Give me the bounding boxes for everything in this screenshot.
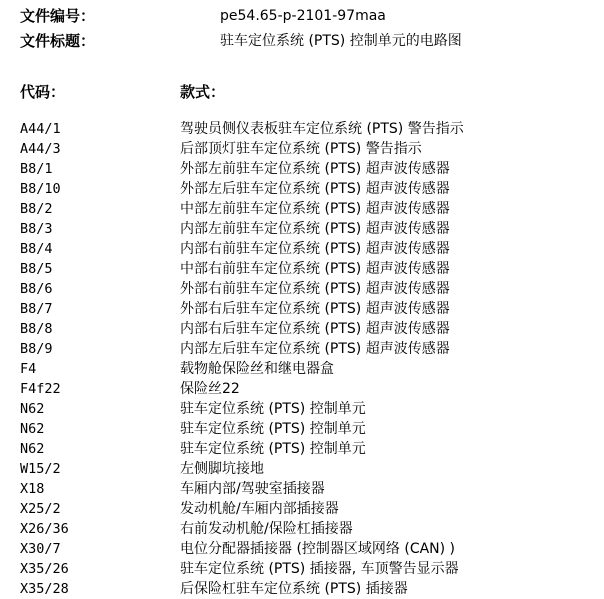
list-item xyxy=(0,119,604,139)
component-description: 保险丝22 xyxy=(180,381,240,397)
component-description: 驻车定位系统 (PTS) 控制单元 xyxy=(180,421,366,437)
list-item xyxy=(0,459,604,479)
component-description: 内部右前驻车定位系统 (PTS) 超声波传感器 xyxy=(180,241,450,257)
doc-title-value: 驻车定位系统 (PTS) 控制单元的电路图 xyxy=(220,33,462,49)
component-description: 驾驶员侧仪表板驻车定位系统 (PTS) 警告指示 xyxy=(180,121,464,137)
component-code: B8/9 xyxy=(20,341,53,357)
component-description: 驻车定位系统 (PTS) 控制单元 xyxy=(180,401,366,417)
component-description: 右前发动机舱/保险杠插接器 xyxy=(180,521,353,537)
component-code: N62 xyxy=(20,441,45,457)
list-item xyxy=(0,379,604,399)
component-description: 内部左后驻车定位系统 (PTS) 超声波传感器 xyxy=(180,341,450,357)
component-code: X30/7 xyxy=(20,541,61,557)
component-description: 驻车定位系统 (PTS) 插接器, 车顶警告显示器 xyxy=(180,561,459,577)
component-description: 外部右后驻车定位系统 (PTS) 超声波传感器 xyxy=(180,301,450,317)
component-code: B8/1 xyxy=(20,161,53,177)
component-description: 外部右前驻车定位系统 (PTS) 超声波传感器 xyxy=(180,281,450,297)
component-code: N62 xyxy=(20,421,45,437)
list-item xyxy=(0,439,604,459)
component-code: X26/36 xyxy=(20,521,69,537)
component-description: 内部右后驻车定位系统 (PTS) 超声波传感器 xyxy=(180,321,450,337)
list-item xyxy=(0,279,604,299)
list-item xyxy=(0,499,604,519)
list-item xyxy=(0,479,604,499)
component-description: 后保险杠驻车定位系统 (PTS) 插接器 xyxy=(180,581,408,597)
list-item xyxy=(0,219,604,239)
list-item xyxy=(0,319,604,339)
list-item xyxy=(0,299,604,319)
list-item xyxy=(0,579,604,599)
component-code: B8/3 xyxy=(20,221,53,237)
list-item xyxy=(0,159,604,179)
component-code: B8/10 xyxy=(20,181,61,197)
list-item xyxy=(0,399,604,419)
component-code: A44/3 xyxy=(20,141,61,157)
component-code: B8/4 xyxy=(20,241,53,257)
component-description: 中部右前驻车定位系统 (PTS) 超声波传感器 xyxy=(180,261,450,277)
list-item xyxy=(0,539,604,559)
list-item xyxy=(0,239,604,259)
doc-number-label: 文件编号： xyxy=(20,7,96,25)
component-description: 发动机舱/车厢内部插接器 xyxy=(180,501,339,517)
component-code: B8/2 xyxy=(20,201,53,217)
doc-number-value: pe54.65-p-2101-97maa xyxy=(220,8,386,24)
component-list xyxy=(0,119,604,599)
component-code: X35/26 xyxy=(20,561,69,577)
component-code: B8/7 xyxy=(20,301,53,317)
component-code: N62 xyxy=(20,401,45,417)
list-item xyxy=(0,419,604,439)
list-item xyxy=(0,139,604,159)
component-description: 外部左后驻车定位系统 (PTS) 超声波传感器 xyxy=(180,181,450,197)
component-code: B8/5 xyxy=(20,261,53,277)
component-code: W15/2 xyxy=(20,461,61,477)
list-item xyxy=(0,339,604,359)
code-column-header: 代码： xyxy=(20,83,66,101)
component-description: 车厢内部/驾驶室插接器 xyxy=(180,481,325,497)
component-description: 驻车定位系统 (PTS) 控制单元 xyxy=(180,441,366,457)
list-item xyxy=(0,519,604,539)
description-column-header: 款式： xyxy=(180,83,226,101)
component-code: B8/8 xyxy=(20,321,53,337)
list-item xyxy=(0,259,604,279)
list-item xyxy=(0,559,604,579)
component-description: 电位分配器插接器 (控制器区域网络 (CAN) ) xyxy=(180,541,456,557)
component-code: A44/1 xyxy=(20,121,61,137)
component-code: X25/2 xyxy=(20,501,61,517)
list-item xyxy=(0,199,604,219)
component-description: 内部左前驻车定位系统 (PTS) 超声波传感器 xyxy=(180,221,450,237)
list-item xyxy=(0,359,604,379)
component-description: 中部左前驻车定位系统 (PTS) 超声波传感器 xyxy=(180,201,450,217)
doc-title-label: 文件标题： xyxy=(20,32,96,50)
component-description: 外部左前驻车定位系统 (PTS) 超声波传感器 xyxy=(180,161,450,177)
component-code: F4 xyxy=(20,361,37,377)
component-code: X35/28 xyxy=(20,581,69,597)
component-code: B8/6 xyxy=(20,281,53,297)
component-description: 左侧脚坑接地 xyxy=(180,461,264,477)
component-description: 后部顶灯驻车定位系统 (PTS) 警告指示 xyxy=(180,141,422,157)
component-code: X18 xyxy=(20,481,45,497)
component-description: 载物舱保险丝和继电器盒 xyxy=(180,361,334,377)
component-code: F4f22 xyxy=(20,381,61,397)
list-item xyxy=(0,179,604,199)
